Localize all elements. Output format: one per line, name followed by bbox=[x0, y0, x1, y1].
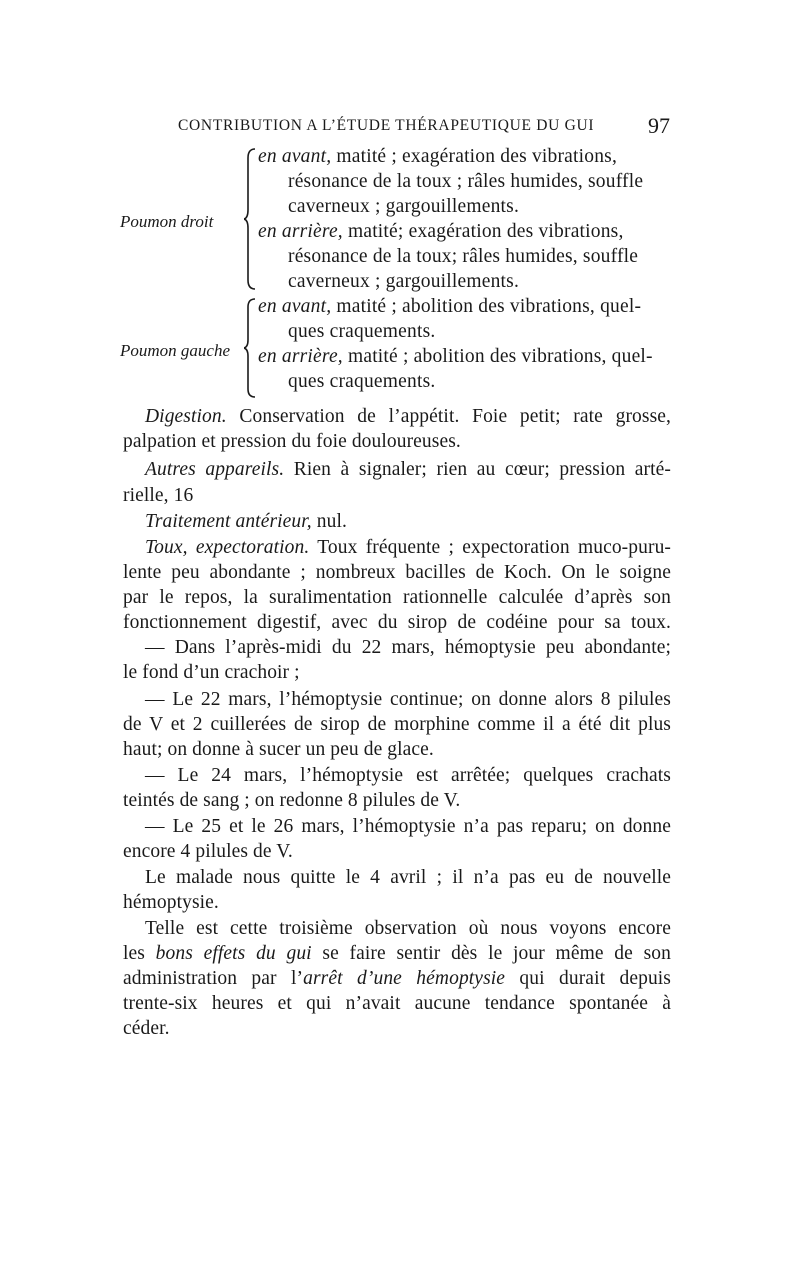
lung-left-brace bbox=[244, 298, 256, 398]
term-en-avant: en avant, bbox=[258, 146, 332, 167]
mars22-pm-line1: — Dans l’après-midi du 22 mars, hémoptysie peu abondante; bbox=[145, 637, 671, 658]
quit-line2: hémoptysie. bbox=[123, 892, 219, 913]
autres-line2: rielle, 16 bbox=[123, 485, 194, 506]
mars24-line2: teintés de sang ; on redonne 8 pilules de V. bbox=[123, 790, 461, 811]
line-text: Conservation de l’appétit. Foie petit; rate grosse, bbox=[226, 406, 671, 427]
quit-line1: Le malade nous quitte le 4 avril ; il n’a pas eu de nouvelle bbox=[145, 867, 671, 888]
lung-left-back-line2: ques craquements. bbox=[288, 371, 436, 392]
term-en-arriere: en arrière, bbox=[258, 221, 343, 242]
toux-line2: lente peu abondante ; nombreux bacilles de Koch. On le soigne bbox=[123, 562, 671, 583]
line-text: Toux fréquente ; expectoration muco-puru- bbox=[309, 537, 672, 558]
autres-lead: Autres appareils. bbox=[145, 459, 285, 480]
telle-line1: Telle est cette troisième observation où nous voyons encore bbox=[145, 918, 671, 939]
toux-line3: par le repos, la suralimentation rationnelle calculée d’après son bbox=[123, 587, 671, 608]
line-text: matité ; abolition des vibrations, quel- bbox=[342, 346, 653, 367]
lung-left-block bbox=[120, 296, 680, 396]
line-text: se faire sentir dès le jour même de son bbox=[311, 943, 671, 964]
telle-line3 bbox=[123, 967, 671, 991]
running-head bbox=[178, 113, 670, 139]
mars25-line2: encore 4 pilules de V. bbox=[123, 841, 293, 862]
telle-line2 bbox=[123, 942, 671, 966]
term-en-arriere: en arrière, bbox=[258, 346, 343, 367]
lung-left-front-line2: ques craquements. bbox=[288, 321, 436, 342]
line-text: matité; exagération des vibrations, bbox=[342, 221, 624, 242]
autres-line1 bbox=[145, 458, 671, 482]
lung-right-back-line1 bbox=[258, 221, 624, 243]
term-en-avant: en avant, bbox=[258, 296, 332, 317]
lung-right-brace bbox=[244, 148, 256, 290]
lung-left-label: Poumon gauche bbox=[120, 341, 231, 360]
lung-right-front-line1 bbox=[258, 146, 617, 168]
line-text: les bbox=[123, 943, 156, 964]
running-title: CONTRIBUTION A L’ÉTUDE THÉRAPEUTIQUE DU GUI bbox=[178, 117, 595, 134]
digestion-lead: Digestion. bbox=[145, 406, 227, 427]
traitement-line bbox=[145, 510, 671, 534]
lung-right-back-line3: caverneux ; gargouillements. bbox=[288, 271, 520, 292]
lung-left-front-line1 bbox=[258, 296, 641, 318]
mars24-line1: — Le 24 mars, l’hémoptysie est arrêtée; quelques crachats bbox=[145, 765, 671, 786]
digestion-line2: palpation et pression du foie douloureuses. bbox=[123, 431, 461, 452]
emphasis-bons-effets: bons effets du gui bbox=[155, 943, 312, 964]
telle-line5: céder. bbox=[123, 1018, 170, 1039]
toux-lead: Toux, expectoration. bbox=[145, 537, 310, 558]
lung-right-front-line2: résonance de la toux ; râles humides, souffle bbox=[288, 171, 644, 192]
lung-right-front-line3: caverneux ; gargouillements. bbox=[288, 196, 520, 217]
line-text: administration par l’ bbox=[123, 968, 304, 989]
mars22-line3: haut; on donne à sucer un peu de glace. bbox=[123, 739, 434, 760]
line-text: matité ; abolition des vibrations, quel- bbox=[331, 296, 642, 317]
telle-line4: trente-six heures et qui n’avait aucune tendance spontanée à bbox=[123, 993, 671, 1014]
mars25-line1: — Le 25 et le 26 mars, l’hémoptysie n’a pas reparu; on donne bbox=[145, 816, 671, 837]
toux-line4: fonctionnement digestif, avec du sirop de codéine pour sa toux. bbox=[123, 612, 671, 633]
line-text: nul. bbox=[311, 511, 347, 532]
line-text: Rien à signaler; rien au cœur; pression arté- bbox=[284, 459, 671, 480]
mars22-pm-line2: le fond d’un crachoir ; bbox=[123, 662, 300, 683]
digestion-line1 bbox=[145, 405, 671, 429]
lung-right-label: Poumon droit bbox=[120, 212, 214, 231]
line-text: matité ; exagération des vibrations, bbox=[331, 146, 618, 167]
page-number: 97 bbox=[648, 113, 670, 138]
emphasis-arret-hemoptysie: arrêt d’une hémoptysie bbox=[303, 968, 506, 989]
traitement-lead: Traitement antérieur, bbox=[145, 511, 312, 532]
lung-left-back-line1 bbox=[258, 346, 653, 368]
mars22-line2: de V et 2 cuillerées de sirop de morphine comme il a été dit plus bbox=[123, 714, 671, 735]
mars22-line1: — Le 22 mars, l’hémoptysie continue; on donne alors 8 pilules bbox=[145, 689, 671, 710]
line-text: qui durait depuis bbox=[505, 968, 671, 989]
lung-right-back-line2: résonance de la toux; râles humides, souffle bbox=[288, 246, 639, 267]
lung-right-block bbox=[120, 146, 680, 292]
toux-line1 bbox=[145, 536, 671, 560]
